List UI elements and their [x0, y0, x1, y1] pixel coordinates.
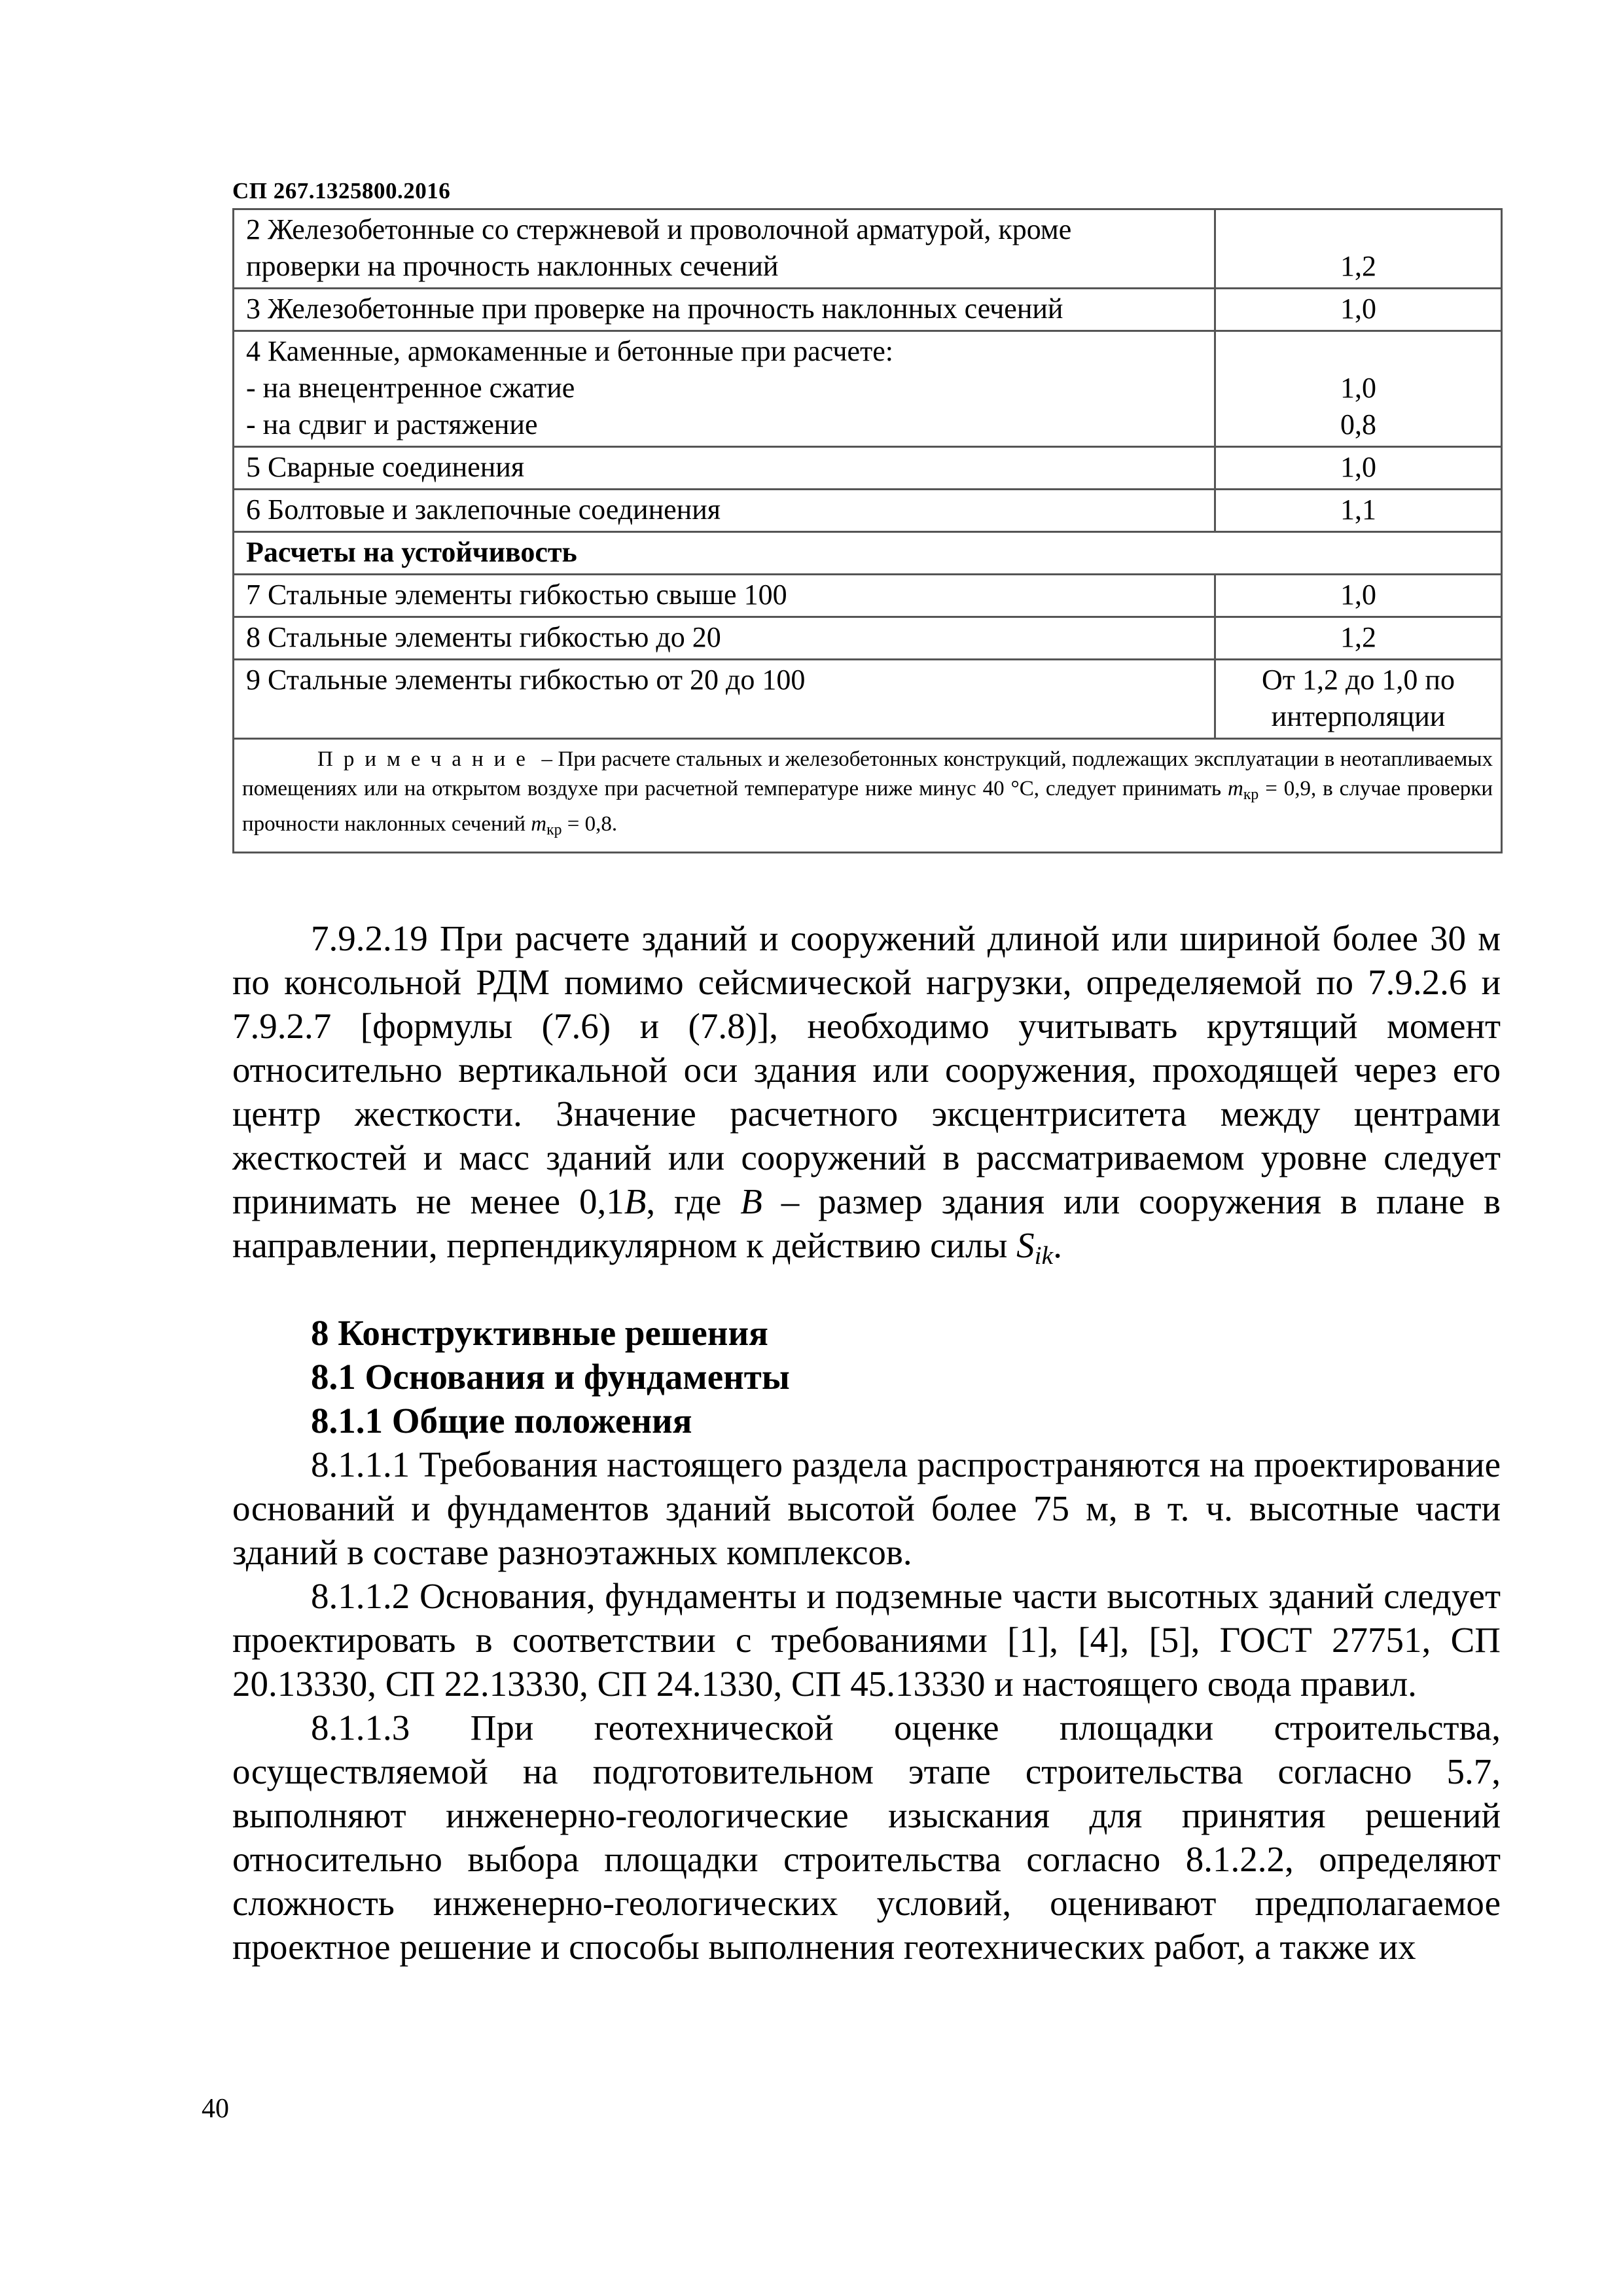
- var-m: m: [1228, 777, 1243, 800]
- table-row: [234, 289, 1502, 331]
- cell-line: 8 Стальные элементы гибкостью до 20: [246, 621, 721, 653]
- note-text: = 0,9, в случае проверки прочности наклонных сечений: [242, 777, 1493, 836]
- table-row: [234, 209, 1502, 289]
- cell-line: - на внецентренное сжатие: [246, 372, 575, 404]
- table-section-row: [234, 532, 1502, 575]
- cell-line: 5 Сварные соединения: [246, 451, 525, 483]
- cell-value: 1,0: [1340, 293, 1376, 325]
- table-cell-value: [1215, 447, 1502, 490]
- subsection-heading: 8.1 Основания и фундаменты: [311, 1357, 790, 1397]
- cell-line: - на сдвиг и растяжение: [246, 408, 538, 440]
- coefficient-table: [232, 208, 1503, 853]
- section-heading: 8 Конструктивные решения: [311, 1313, 768, 1353]
- cell-line: 4 Каменные, армокаменные и бетонные при расчете:: [246, 335, 893, 367]
- cell-line: 3 Железобетонные при проверке на прочность наклонных сечений: [246, 293, 1063, 325]
- cell-value: 0,8: [1340, 408, 1376, 440]
- table-cell-value: [1215, 331, 1502, 447]
- table-cell-description: [234, 331, 1215, 447]
- subsubsection-heading: 8.1.1 Общие положения: [311, 1401, 692, 1441]
- cell-line: 2 Железобетонные со стержневой и проволочной арматурой, кроме: [246, 213, 1072, 245]
- table-row: [234, 490, 1502, 532]
- cell-value: От 1,2 до 1,0 по: [1262, 664, 1455, 696]
- para-text: 7.9.2.19 При расчете зданий и сооружений длиной или шириной более 30 м по консольной РДМ помимо сейсмической нагрузки, определяемой по 7.9.2.6 и 7.9.2.7 [формулы (7.6) и (7.8)], необходимо учитывать крутящий момент относительно вертикальной оси здания или сооружения, проходящей через его центр жесткости. Значение расчетного эксцентриситета между центрами жесткостей и масс зданий или сооружений в рассматриваемом уровне следует принимать не менее 0,1: [232, 918, 1501, 1221]
- var-sub: ik: [1034, 1240, 1054, 1270]
- page-number: 40: [202, 2094, 229, 2124]
- cell-value: интерполяции: [1271, 700, 1446, 732]
- cell-line: 6 Болтовые и заклепочные соединения: [246, 493, 721, 526]
- table-cell-value: [1215, 490, 1502, 532]
- table-cell-value: [1215, 289, 1502, 331]
- table-row: [234, 331, 1502, 447]
- table-cell-description: [234, 617, 1215, 660]
- cell-value: 1,2: [1340, 621, 1376, 653]
- cell-value: 1,0: [1340, 579, 1376, 611]
- var-b: B: [740, 1181, 762, 1221]
- cell-line: 7 Стальные элементы гибкостью свыше 100: [246, 579, 787, 611]
- note-text: = 0,8.: [562, 812, 618, 836]
- paragraph-8-1-1-2: 8.1.1.2 Основания, фундаменты и подземные части высотных зданий следует проектировать в соответствии с требованиями [1], [4], [5], ГОСТ 27751, СП 20.13330, СП 22.13330, СП 24.1330, СП 45.13330 и настоящего свода правил.: [232, 1576, 1501, 1704]
- table-cell-value: [1215, 660, 1502, 739]
- paragraph-8-1-1-3: 8.1.1.3 При геотехнической оценке площадки строительства, осуществляемой на подготовительном этапе строительства согласно 5.7, выполняют инженерно-геологические изыскания для принятия решений относительно выбора площадки строительства согласно 8.1.2.2, определяют сложность инженерно-геологических условий, оценивают предполагаемое проектное решение и способы выполнения геотехнических работ, а также их: [232, 1708, 1501, 1967]
- paragraph: [232, 916, 1501, 1278]
- table-note: [234, 739, 1502, 853]
- table-row: [234, 660, 1502, 739]
- para-text: – размер здания или сооружения в плане в направлении, перпендикулярном к действию силы: [232, 1181, 1501, 1265]
- table-row: [234, 447, 1502, 490]
- cell-value: 1,0: [1340, 372, 1376, 404]
- document-code-header: СП 267.1325800.2016: [232, 178, 451, 204]
- table-cell-description: [234, 490, 1215, 532]
- var-sub: кр: [546, 821, 562, 838]
- var-b: B: [624, 1181, 647, 1221]
- para-text: , где: [646, 1181, 741, 1221]
- table-cell-description: [234, 209, 1215, 289]
- paragraph-7-9-2-19: [232, 916, 1501, 1278]
- cell-value: 1,1: [1340, 493, 1376, 526]
- cell-line: проверки на прочность наклонных сечений: [246, 250, 779, 282]
- note-label: Примечание: [317, 747, 536, 771]
- table-section-title: Расчеты на устойчивость: [234, 532, 1502, 575]
- table-row: [234, 617, 1502, 660]
- table-cell-description: [234, 660, 1215, 739]
- table-cell-value: [1215, 209, 1502, 289]
- var-s: S: [1016, 1225, 1035, 1265]
- cell-value: 1,2: [1340, 250, 1376, 282]
- table-row: [234, 575, 1502, 617]
- section-8: [232, 1311, 1501, 1969]
- table-cell-description: [234, 447, 1215, 490]
- table-cell-description: [234, 575, 1215, 617]
- table-note-row: [234, 739, 1502, 853]
- paragraph-8-1-1-1: 8.1.1.1 Требования настоящего раздела распространяются на проектирование оснований и фундаментов зданий высотой более 75 м, в т. ч. высотные части зданий в составе разноэтажных комплексов.: [232, 1444, 1501, 1572]
- para-text: .: [1053, 1225, 1062, 1265]
- var-m: m: [531, 812, 547, 836]
- note-text: – При расчете стальных и железобетонных конструкций, подлежащих эксплуатации в неотапливаемых помещениях или на открытом воздухе при расчетной температуре ниже минус 40 °С, следует принимать: [242, 747, 1493, 800]
- cell-line: 9 Стальные элементы гибкостью от 20 до 100: [246, 664, 806, 696]
- table-cell-description: [234, 289, 1215, 331]
- table-cell-value: [1215, 617, 1502, 660]
- table-cell-value: [1215, 575, 1502, 617]
- var-sub: кр: [1243, 785, 1259, 803]
- cell-value: 1,0: [1340, 451, 1376, 483]
